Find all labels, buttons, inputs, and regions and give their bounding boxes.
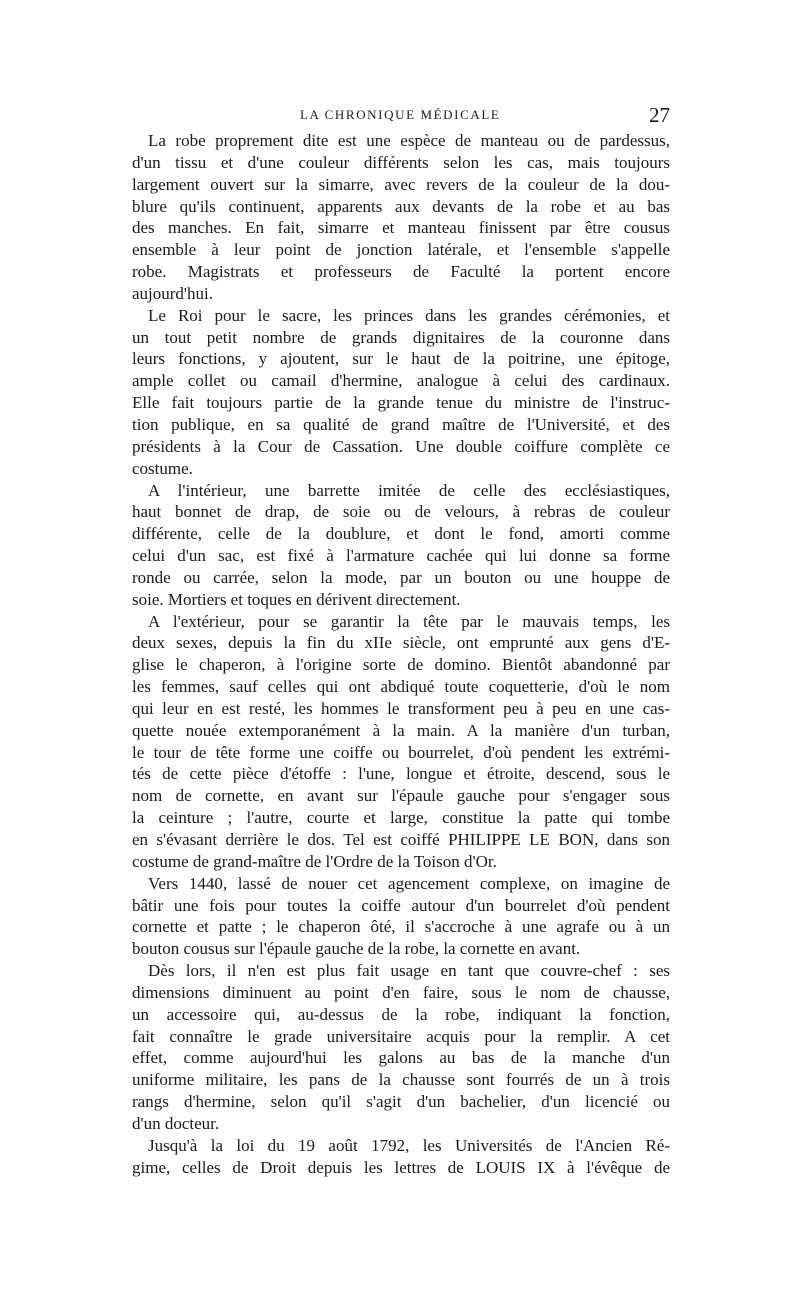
text-line: des manches. En fait, simarre et manteau finissent par être cousus bbox=[132, 218, 670, 238]
text-line: deux sexes, depuis la fin du xIIe siècle, ont emprunté aux gens d'E- bbox=[132, 633, 670, 653]
paragraph bbox=[132, 960, 670, 1135]
paragraph bbox=[132, 873, 670, 960]
paragraph bbox=[132, 305, 670, 480]
text-line: tion publique, en sa qualité de grand maître de l'Université, et des bbox=[132, 414, 670, 434]
text-line: rangs d'hermine, selon qu'il s'agit d'un bachelier, d'un licencié ou bbox=[132, 1092, 670, 1112]
text-line: effet, comme aujourd'hui les galons au bas de la manche d'un bbox=[132, 1048, 670, 1068]
text-line: Dès lors, il n'en est plus fait usage en tant que couvre-chef : ses bbox=[148, 961, 670, 981]
text-line: aujourd'hui. bbox=[132, 283, 213, 303]
text-line: A l'intérieur, une barrette imitée de celle des ecclésiastiques, bbox=[148, 480, 670, 500]
text-line: tés de cette pièce d'étoffe : l'une, longue et étroite, descend, sous le bbox=[132, 764, 670, 784]
paragraph bbox=[132, 1135, 670, 1179]
text-line: en s'évasant derrière le dos. Tel est coiffé PHILIPPE LE BON, dans son bbox=[132, 830, 670, 849]
text-line: costume de grand-maître de l'Ordre de la Toison d'Or. bbox=[132, 851, 497, 871]
text-line: La robe proprement dite est une espèce de manteau ou de pardessus, bbox=[148, 131, 670, 150]
text-line: largement ouvert sur la simarre, avec revers de la couleur de la dou- bbox=[132, 174, 670, 194]
text-line: uniforme militaire, les pans de la chausse sont fourrés de un à trois bbox=[132, 1070, 670, 1090]
text-line: différente, celle de la doublure, et dont le fond, amorti comme bbox=[132, 524, 670, 544]
text-line: fait connaître le grade universitaire acquis pour la remplir. A cet bbox=[132, 1026, 670, 1046]
text-line: ronde ou carrée, selon la mode, par un bouton ou une houppe de bbox=[132, 567, 670, 587]
text-line: dimensions diminuent au point d'en faire, sous le nom de chausse, bbox=[132, 982, 670, 1002]
text-line: cornette et patte ; le chaperon ôté, il s'accroche à une agrafe ou à un bbox=[132, 917, 670, 937]
text-line: ample collet ou camail d'hermine, analogue à celui des cardinaux. bbox=[132, 371, 670, 391]
text-line: Vers 1440, lassé de nouer cet agencement complexe, on imagine de bbox=[148, 873, 670, 893]
text-line: soie. Mortiers et toques en dérivent directement. bbox=[132, 589, 461, 609]
text-line: haut bonnet de drap, de soie ou de velours, à rebras de couleur bbox=[132, 502, 670, 522]
text-line: bouton cousus sur l'épaule gauche de la robe, la cornette en avant. bbox=[132, 939, 581, 959]
text-line: quette nouée extemporanément à la main. A la manière d'un turban, bbox=[132, 720, 670, 740]
text-line: glise le chaperon, à l'origine sorte de domino. Bientôt abandonné par bbox=[132, 655, 670, 675]
text-line: les femmes, sauf celles qui ont abdiqué toute coquetterie, d'où le nom bbox=[132, 677, 670, 697]
text-line: Le Roi pour le sacre, les princes dans les grandes cérémonies, et bbox=[148, 305, 670, 325]
text-line: robe. Magistrats et professeurs de Faculté la portent encore bbox=[132, 262, 670, 282]
running-title: LA CHRONIQUE MÉDICALE bbox=[300, 107, 501, 122]
text-line: leurs fonctions, y ajoutent, sur le haut de la poitrine, une épitoge, bbox=[132, 349, 670, 369]
paragraph bbox=[132, 130, 670, 305]
text-line: d'un tissu et d'une couleur différents selon les cas, mais toujours bbox=[132, 152, 670, 172]
body-text bbox=[132, 130, 670, 1179]
page-header bbox=[132, 103, 670, 129]
text-line: costume. bbox=[132, 458, 193, 478]
text-line: présidents à la Cour de Cassation. Une double coiffure complète ce bbox=[132, 436, 670, 456]
text-line: gime, celles de Droit depuis les lettres de LOUIS IX à l'évêque de bbox=[132, 1157, 670, 1177]
text-line: A l'extérieur, pour se garantir la tête par le mauvais temps, les bbox=[148, 611, 670, 631]
text-line: qui leur en est resté, les hommes le transforment peu à peu en une cas- bbox=[132, 698, 670, 718]
text-line: un accessoire qui, au-dessus de la robe, indiquant la fonction, bbox=[132, 1004, 670, 1024]
text-line: d'un docteur. bbox=[132, 1113, 220, 1133]
paragraph bbox=[132, 611, 670, 873]
paragraph bbox=[132, 480, 670, 611]
text-line: ensemble à leur point de jonction latérale, et l'ensemble s'appelle bbox=[132, 240, 670, 260]
text-line: le tour de tête forme une coiffe ou bourrelet, d'où pendent les extrémi- bbox=[132, 742, 670, 762]
text-line: blure qu'ils continuent, apparents aux devants de la robe et au bas bbox=[132, 196, 670, 216]
text-line: Elle fait toujours partie de la grande tenue du ministre de l'instruc- bbox=[132, 393, 670, 413]
page-number: 27 bbox=[649, 103, 670, 127]
text-line: un tout petit nombre de grands dignitaires de la couronne dans bbox=[132, 327, 670, 347]
text-line: bâtir une fois pour toutes la coiffe autour d'un bourrelet d'où pendent bbox=[132, 895, 670, 915]
text-line: celui d'un sac, est fixé à l'armature cachée qui lui donne sa forme bbox=[132, 546, 670, 566]
text-line: Jusqu'à la loi du 19 août 1792, les Universités de l'Ancien Ré- bbox=[148, 1135, 670, 1155]
text-line: la ceinture ; l'autre, courte et large, constitue la patte qui tombe bbox=[132, 808, 670, 828]
text-line: nom de cornette, en avant sur l'épaule gauche pour s'engager sous bbox=[132, 786, 670, 806]
